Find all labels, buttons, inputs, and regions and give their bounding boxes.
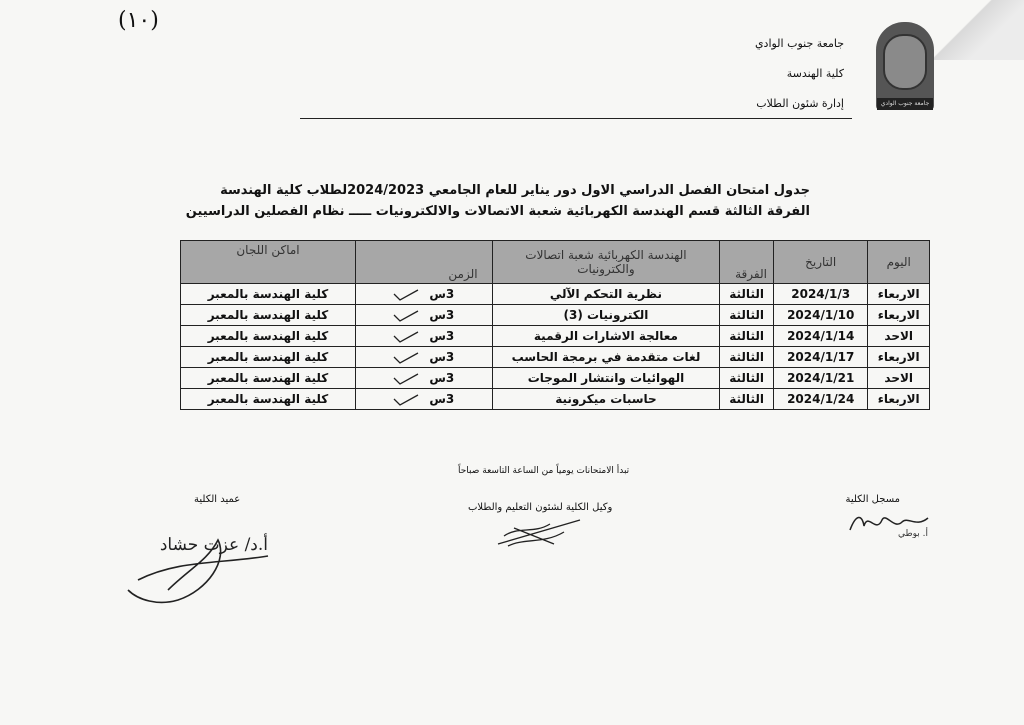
cell-time <box>356 326 493 347</box>
letterhead <box>604 34 844 124</box>
header-day: اليوم <box>868 241 930 284</box>
cell-day: الاربعاء <box>868 389 930 410</box>
checkmark-icon <box>393 310 419 322</box>
cell-time <box>356 284 493 305</box>
cell-date: 2024/1/24 <box>773 389 868 410</box>
university-name: جامعة جنوب الوادي <box>754 37 844 50</box>
faculty-name: كلية الهندسة <box>786 67 844 80</box>
cell-date: 2024/1/21 <box>773 368 868 389</box>
exam-schedule-table <box>180 240 930 410</box>
cell-day: الاربعاء <box>868 305 930 326</box>
cell-date: 2024/1/14 <box>773 326 868 347</box>
header-level-label: الفرقة <box>735 267 767 281</box>
header-place-label: اماكن اللجان <box>236 243 300 257</box>
cell-date: 2024/1/3 <box>773 284 868 305</box>
page-number: (١٠) <box>118 8 159 33</box>
header-level <box>720 241 774 284</box>
header-time <box>356 241 493 284</box>
title-line-1: جدول امتحان الفصل الدراسي الاول دور يناير للعام الجامعي 2024/2023لطلاب كلية الهندسة <box>220 183 810 198</box>
logo-caption: جامعة جنوب الوادي <box>877 98 933 110</box>
cell-time <box>356 389 493 410</box>
table-row <box>181 284 930 305</box>
cell-subject: معالجة الاشارات الرقمية <box>492 326 720 347</box>
checkmark-icon <box>393 289 419 301</box>
cell-subject: الهوائيات وانتشار الموجات <box>492 368 720 389</box>
vice-dean-title: وكيل الكلية لشئون التعليم والطلاب <box>468 502 613 513</box>
cell-place: كلية الهندسة بالمعبر <box>181 347 356 368</box>
cell-place: كلية الهندسة بالمعبر <box>181 305 356 326</box>
cell-place: كلية الهندسة بالمعبر <box>181 368 356 389</box>
time-value: 3س <box>429 392 455 406</box>
cell-level: الثالثة <box>720 347 774 368</box>
cell-subject: لغات متقدمة في برمجة الحاسب <box>492 347 720 368</box>
cell-level: الثالثة <box>720 368 774 389</box>
table-row <box>181 326 930 347</box>
cell-place: كلية الهندسة بالمعبر <box>181 326 356 347</box>
vice-dean-signature <box>494 514 584 550</box>
time-value: 3س <box>429 350 455 364</box>
table-header-row <box>181 241 930 284</box>
cell-day: الاربعاء <box>868 284 930 305</box>
registrar-title: مسجل الكلية <box>845 494 900 505</box>
cell-time <box>356 305 493 326</box>
checkmark-icon <box>393 352 419 364</box>
header-date: التاريخ <box>773 241 868 284</box>
start-time-note: تبدأ الامتحانات يومياً من الساعة التاسعة صباحاً <box>458 466 630 476</box>
table-row <box>181 368 930 389</box>
dean-name: أ.د/ عزت حشاد <box>159 535 268 555</box>
time-value: 3س <box>429 287 455 301</box>
cell-subject: الكترونيات (3) <box>492 305 720 326</box>
cell-subject: نظرية التحكم الآلي <box>492 284 720 305</box>
department-name: إدارة شئون الطلاب <box>756 97 844 110</box>
cell-date: 2024/1/17 <box>773 347 868 368</box>
logo-emblem <box>883 34 927 90</box>
table-row <box>181 347 930 368</box>
checkmark-icon <box>393 394 419 406</box>
university-logo <box>876 22 934 110</box>
cell-time <box>356 347 493 368</box>
registrar-name: أ. بوطي <box>897 529 928 538</box>
cell-place: كلية الهندسة بالمعبر <box>181 389 356 410</box>
dean-title: عميد الكلية <box>194 494 241 505</box>
document-title <box>180 180 810 222</box>
time-value: 3س <box>429 329 455 343</box>
cell-level: الثالثة <box>720 389 774 410</box>
cell-level: الثالثة <box>720 326 774 347</box>
title-line-2: الفرقة الثالثة قسم الهندسة الكهربائية شعبة الاتصالات والالكترونيات ـــــ نظام الفصلين الدراسيين <box>185 204 810 219</box>
cell-day: الاربعاء <box>868 347 930 368</box>
time-value: 3س <box>429 308 455 322</box>
header-time-label: الزمن <box>448 267 478 281</box>
header-place <box>181 241 356 284</box>
cell-level: الثالثة <box>720 284 774 305</box>
cell-level: الثالثة <box>720 305 774 326</box>
cell-date: 2024/1/10 <box>773 305 868 326</box>
time-value: 3س <box>429 371 455 385</box>
header-divider <box>300 118 852 119</box>
cell-time <box>356 368 493 389</box>
cell-place: كلية الهندسة بالمعبر <box>181 284 356 305</box>
checkmark-icon <box>393 373 419 385</box>
cell-day: الاحد <box>868 326 930 347</box>
header-subject: الهندسة الكهربائية شعبة اتصالات والكترونيات <box>492 241 720 284</box>
checkmark-icon <box>393 331 419 343</box>
table-row <box>181 389 930 410</box>
cell-day: الاحد <box>868 368 930 389</box>
cell-subject: حاسبات ميكرونية <box>492 389 720 410</box>
registrar-signature <box>846 508 932 538</box>
table-row <box>181 305 930 326</box>
dean-signature <box>118 520 278 610</box>
